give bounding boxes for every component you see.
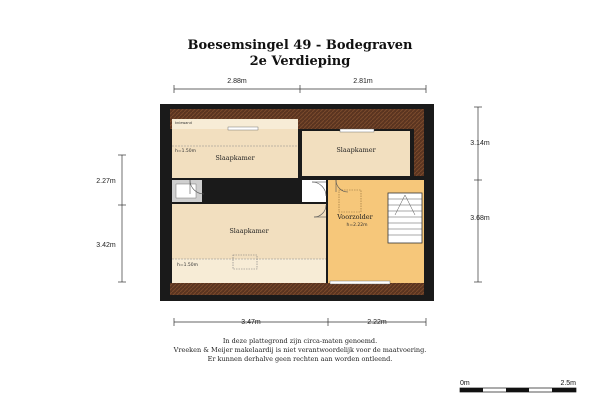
- bottom-dimension: [174, 318, 426, 326]
- left-dimension: [118, 155, 126, 282]
- top-dimension: [174, 85, 426, 93]
- window-top-right: [340, 129, 374, 132]
- disclaimer-line-2: Vreeken & Meijer makelaardij is niet verantwoordelijk voor de maatvoering.: [173, 346, 427, 354]
- disclaimer: [0, 337, 600, 364]
- dim-right-upper: 3.14m: [470, 140, 490, 147]
- staircase: [388, 193, 422, 243]
- scale-end: 2.5m: [560, 380, 576, 387]
- dim-right-lower: 3.68m: [470, 215, 490, 222]
- roof-band-bottom: [170, 283, 424, 295]
- label-bedroom-top-left: Slaapkamer: [215, 154, 255, 162]
- disclaimer-line-3: Er kunnen derhalve geen rechten aan worden ontleend.: [207, 355, 393, 363]
- plan-subtitle: 2e Verdieping: [249, 54, 351, 69]
- label-attic: Voorzolder: [337, 213, 373, 221]
- dim-top-right: 2.81m: [353, 78, 373, 85]
- label-bedroom-top-right: Slaapkamer: [336, 146, 376, 154]
- plan-title: Boesemsingel 49 - Bodegraven: [187, 38, 413, 53]
- window-bottom: [330, 281, 390, 284]
- dim-left-upper: 2.27m: [96, 178, 116, 185]
- roof-band-right: [414, 129, 424, 176]
- label-knee-wall: kniewand: [175, 121, 192, 125]
- right-dimension: [474, 107, 482, 282]
- dim-bottom-right: 2.22m: [367, 319, 387, 326]
- scale-bar: [460, 388, 576, 392]
- scale-start: 0m: [460, 380, 470, 387]
- disclaimer-line-1: In deze plattegrond zijn circa-maten genoemd.: [222, 337, 378, 345]
- dim-left-lower: 3.42m: [96, 242, 116, 249]
- dim-top-left: 2.88m: [227, 78, 247, 85]
- window-top-left: [228, 127, 258, 130]
- label-height-bottom: h=1.50m: [177, 263, 199, 268]
- label-bedroom-bottom: Slaapkamer: [229, 227, 269, 235]
- label-height-top-left: h=1.50m: [175, 149, 197, 154]
- dim-bottom-left: 3.47m: [241, 319, 261, 326]
- label-height-attic: h=2.22m: [346, 223, 368, 228]
